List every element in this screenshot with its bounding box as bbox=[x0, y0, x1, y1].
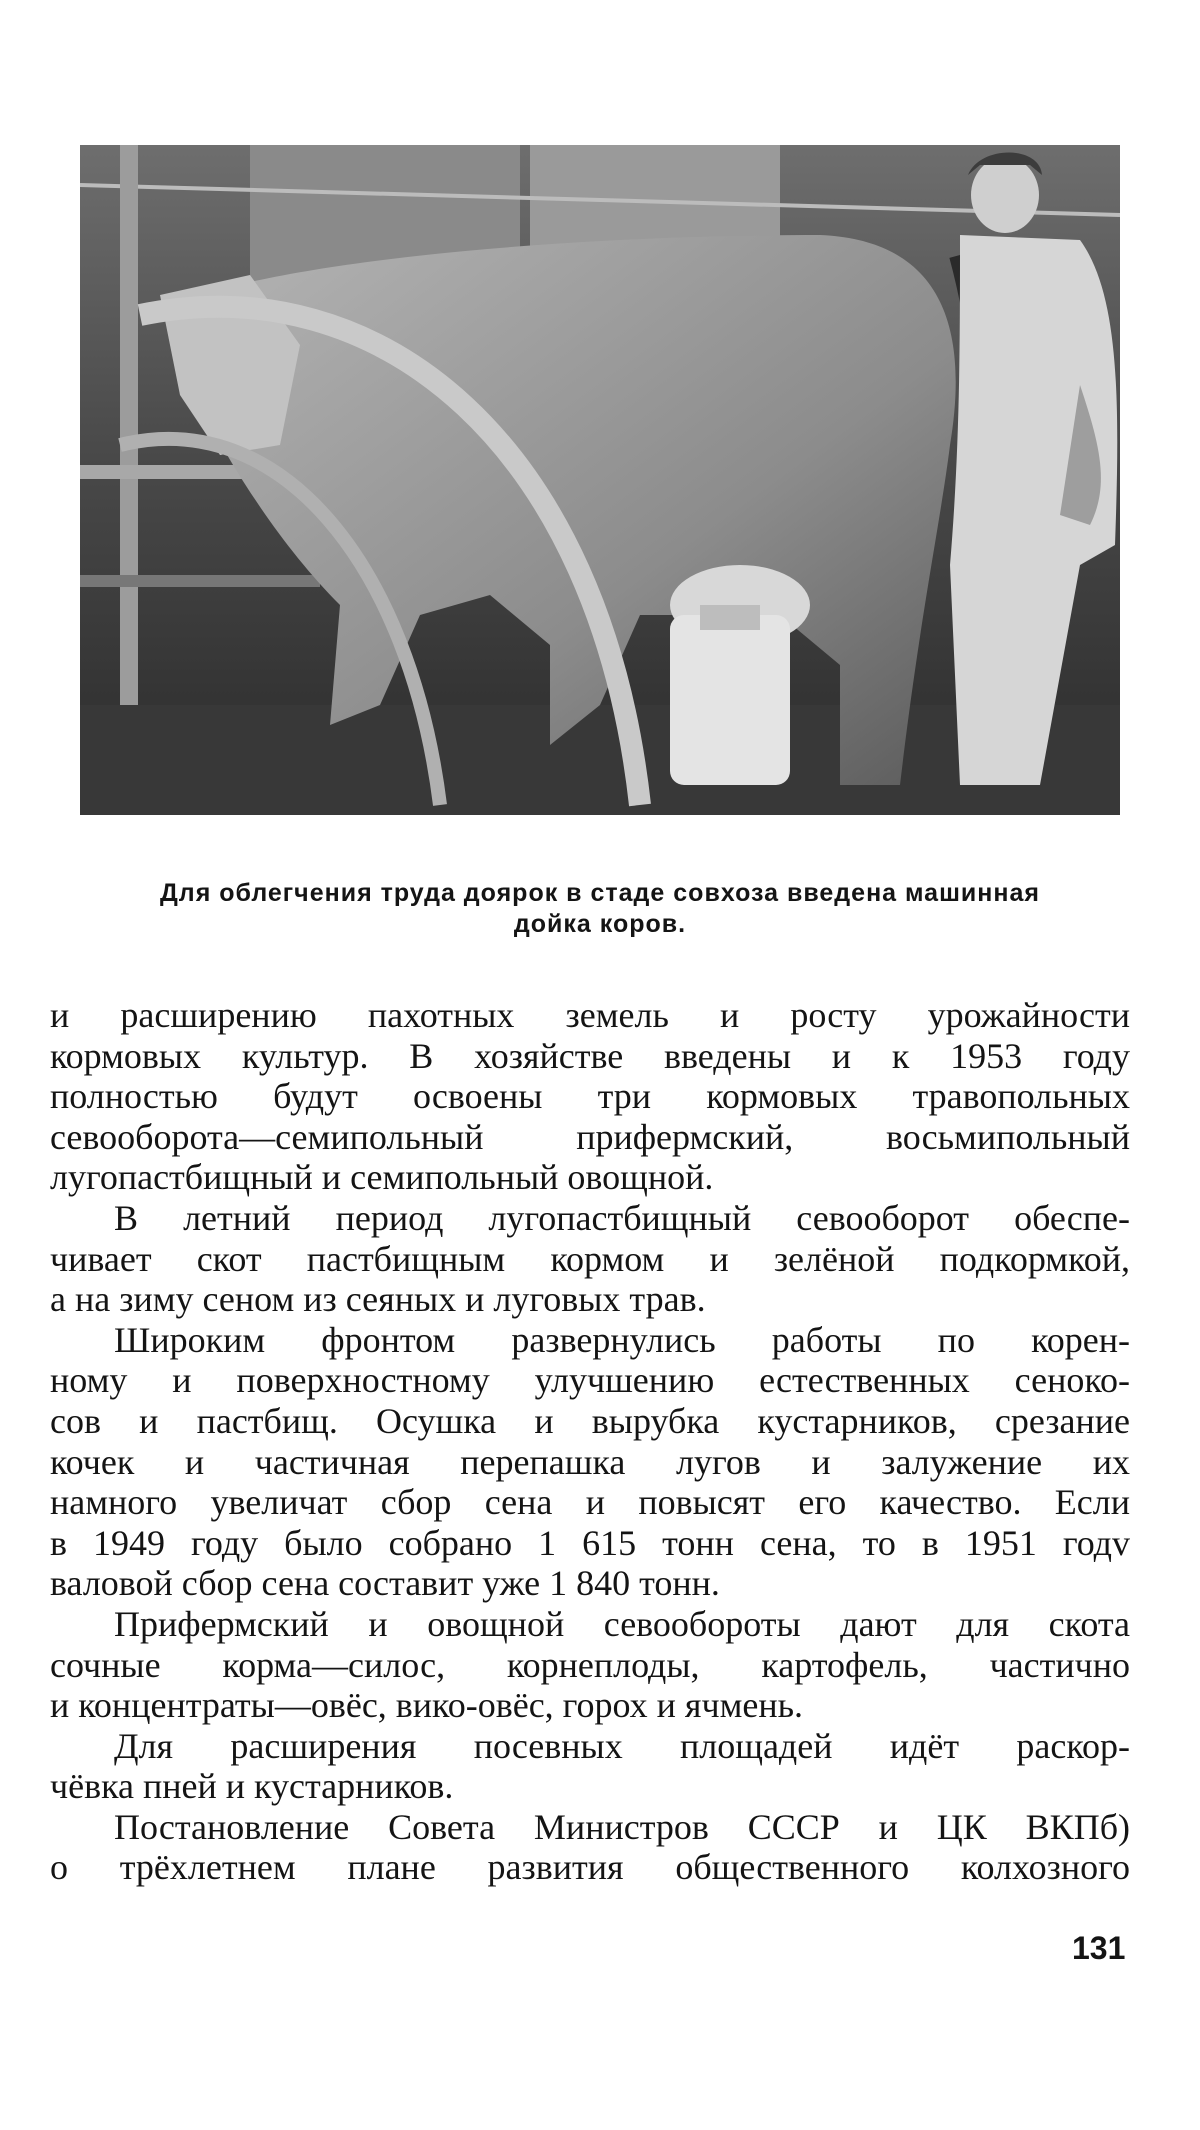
text-line: о трёхлетнем плане развития общественного колхозного bbox=[50, 1847, 1130, 1888]
text-line: лугопастбищный и семипольный овощной. bbox=[50, 1157, 714, 1198]
text-line: и расширению пахотных земель и росту урожайности bbox=[50, 995, 1130, 1035]
text-line: намного увеличат сбор сена и повысят его качество. Если bbox=[50, 1482, 1130, 1523]
milking-photo bbox=[80, 145, 1120, 815]
caption-line-1: Для облегчения труда доярок в стаде совхоза введена машинная bbox=[160, 879, 1040, 907]
text-line: ному и поверхностному улучшению естественных сеноко- bbox=[50, 1360, 1130, 1401]
text-line: чёвка пней и кустарников. bbox=[50, 1766, 454, 1807]
text-line: Для расширения посевных площадей идёт раскор- bbox=[114, 1725, 1130, 1766]
text-line: Прифермский и овощной севообороты дают для скота bbox=[114, 1603, 1130, 1644]
text-line: кормовых культур. В хозяйстве введены и к 1953 году bbox=[50, 1035, 1130, 1076]
text-line: в 1949 году было собрано 1 615 тонн сена, то в 1951 годv bbox=[50, 1522, 1130, 1563]
text-line: и концентраты—овёс, вико-овёс, горох и ячмень. bbox=[50, 1685, 804, 1726]
photo-caption bbox=[50, 878, 1150, 940]
text-line: севооборота—семипольный прифермский, восьмипольный bbox=[50, 1116, 1130, 1157]
text-line: Постановление Совета Министров СССР и ЦК ВКПб) bbox=[114, 1806, 1130, 1847]
text-line: а на зиму сеном из сеяных и луговых трав. bbox=[50, 1279, 706, 1320]
text-line: В летний период лугопастбищный севооборот обеспе- bbox=[114, 1197, 1130, 1238]
text-line: кочек и частичная перепашка лугов и залужение их bbox=[50, 1441, 1130, 1482]
text-line: сов и пастбищ. Осушка и вырубка кустарников, срезание bbox=[50, 1400, 1130, 1441]
text-line: чивает скот пастбищным кормом и зелёной подкормкой, bbox=[50, 1238, 1130, 1279]
text-line: Широким фронтом развернулись работы по корен- bbox=[114, 1319, 1130, 1360]
page-number: 131 bbox=[1072, 1930, 1126, 1966]
text-line: полностью будут освоены три кормовых травопольных bbox=[50, 1076, 1130, 1117]
body-text bbox=[50, 995, 1130, 1888]
text-line: валовой сбор сена составит уже 1 840 тонн. bbox=[50, 1563, 720, 1604]
text-line: сочные корма—силос, корнеплоды, картофель, частично bbox=[50, 1644, 1130, 1685]
milking-photo-illustration bbox=[80, 145, 1120, 815]
caption-line-2: дойка коров. bbox=[513, 910, 687, 938]
